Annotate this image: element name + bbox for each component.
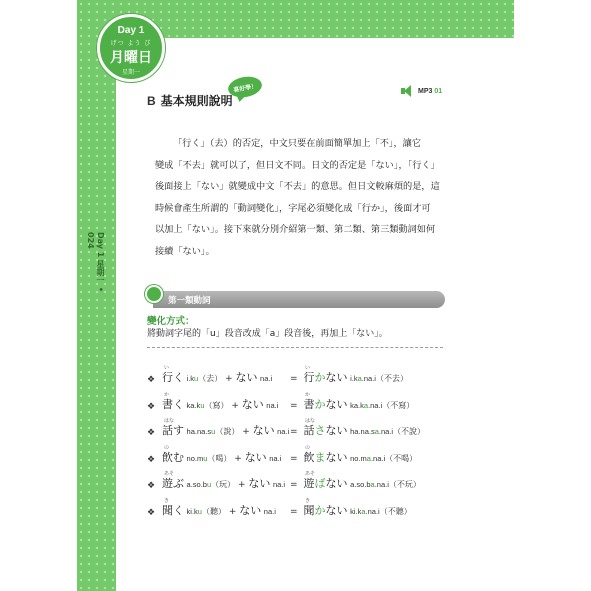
negative-romaji-rest: .na.i	[361, 374, 376, 383]
romaji: ka.k	[186, 400, 201, 410]
equals-sign: =	[290, 427, 298, 437]
meaning: （去）	[198, 374, 223, 383]
romaji: ha.na.s	[186, 427, 212, 436]
side-page-label-text: Day 1 星期一 • 024	[86, 232, 105, 293]
equals-sign: =	[290, 453, 298, 464]
negative-romaji: i.k	[350, 374, 358, 383]
plus-sign: +	[222, 374, 236, 384]
negative-change: か	[314, 371, 326, 384]
mp3-number: 01	[434, 87, 443, 95]
verb-dictionary-form	[162, 365, 272, 385]
negative-romaji: a.so.b	[350, 480, 371, 489]
bullet-icon: ❖	[147, 401, 156, 412]
furigana: の	[305, 444, 311, 451]
verb-line	[162, 372, 272, 385]
negative-romaji-change: a	[357, 374, 362, 383]
negative-stem: 遊	[303, 477, 315, 490]
verb-line	[162, 399, 278, 412]
plus-sign: +	[231, 453, 245, 464]
romaji: no.m	[186, 453, 204, 463]
paragraph-line: 時候會產生所謂的「動詞變化」，字尾必須變化成「行か」，後面才可	[155, 202, 431, 214]
paragraph-line: 以加上「ない」。接下來就分別介紹第一類、第二類、第三類動詞如何	[155, 224, 436, 236]
verb-dictionary-form	[162, 498, 276, 518]
furigana: はな	[305, 418, 316, 424]
negative-stem: 飲	[303, 450, 315, 464]
verb-negative-form	[290, 418, 425, 438]
verb-row	[147, 365, 467, 392]
negative-romaji-change: a	[374, 427, 379, 436]
category-label: 第一類動詞	[168, 296, 211, 306]
explanation-paragraph	[155, 133, 480, 263]
nai-romaji: na.i	[277, 427, 290, 436]
nai-kana: ない	[252, 424, 275, 437]
side-page-label	[82, 232, 110, 310]
negative-rest: ない	[325, 503, 348, 517]
romaji-ending: u	[197, 506, 202, 516]
day-ruby: げつ よう び	[110, 40, 152, 47]
negative-meaning: （不玩）	[388, 480, 421, 489]
meaning: （聽）	[201, 506, 226, 516]
negative-romaji: ha.na.s	[350, 427, 375, 436]
day-label: Day 1	[117, 25, 145, 36]
equals-sign: =	[290, 506, 298, 517]
romaji: i.k	[186, 374, 195, 383]
verb-row	[147, 498, 467, 525]
negative-romaji-change: a	[366, 453, 371, 463]
romaji-ending: u	[211, 427, 216, 436]
verb-dictionary-form	[162, 392, 278, 412]
method-title: 變化方式：	[147, 316, 195, 327]
negative-romaji-change: a	[363, 400, 369, 410]
nai-kana: ない	[241, 397, 264, 411]
paragraph-line: 接續「ない」。	[155, 245, 215, 257]
negative-romaji-change: a	[370, 480, 375, 489]
negative-meaning: （不去）	[375, 374, 408, 383]
negative-romaji: ki.k	[350, 506, 362, 516]
negative-meaning: （不聽）	[379, 506, 412, 516]
verb-row	[147, 471, 467, 498]
negative-romaji: no.m	[350, 453, 367, 463]
verb-negative-form	[290, 471, 421, 491]
verb-kanji: 遊ぶ	[162, 477, 184, 490]
plus-sign: +	[228, 400, 242, 411]
negative-rest: ない	[325, 450, 348, 464]
negative-meaning: （不說）	[393, 427, 426, 436]
paragraph-line: 後面接上「ない」就變成中文「不去」的意思。但日文較麻煩的是，這	[155, 181, 440, 193]
negative-romaji: ka.k	[350, 400, 364, 410]
negative-romaji-rest: .na.i	[365, 506, 380, 516]
bullet-icon: ❖	[147, 507, 156, 518]
plus-sign: +	[235, 480, 249, 490]
verb-kanji: 行く	[162, 371, 184, 384]
nai-kana: ない	[239, 503, 262, 517]
bullet-icon: ❖	[147, 454, 156, 465]
nai-kana: ない	[235, 371, 258, 384]
negative-line	[290, 372, 408, 385]
side-strip	[77, 38, 116, 591]
furigana: あそ	[305, 471, 316, 477]
equals-sign: =	[290, 480, 298, 490]
furigana: き	[305, 497, 311, 504]
furigana: はな	[164, 418, 175, 424]
verb-negative-form	[290, 445, 417, 465]
negative-romaji-rest: .na.i	[374, 480, 389, 489]
section-header	[147, 92, 233, 109]
nai-romaji: na.i	[272, 480, 286, 489]
negative-change: か	[314, 503, 326, 517]
meaning: （寫）	[204, 400, 229, 410]
negative-romaji-rest: .na.i	[368, 400, 383, 410]
meaning: （玩）	[211, 480, 236, 489]
section-title: 基本規則說明	[160, 94, 233, 108]
negative-line	[290, 425, 425, 438]
nai-kana: ない	[248, 477, 271, 490]
equals-sign: =	[290, 400, 298, 411]
bullet-icon: ❖	[147, 428, 156, 438]
verb-negative-form	[290, 392, 414, 412]
negative-rest: ない	[325, 397, 348, 411]
paragraph-line: 「行く」（去）的否定，中文只要在前面簡單加上「不」，讓它	[173, 138, 422, 149]
negative-romaji-change: a	[361, 506, 366, 516]
plus-sign: +	[239, 427, 253, 437]
negative-change: さ	[314, 424, 326, 437]
category-dot-icon	[145, 285, 163, 303]
nai-romaji: na.i	[260, 374, 273, 383]
day-kanji: 月曜日	[110, 50, 152, 66]
speech-bubble-text: 喜好學！	[232, 82, 258, 94]
negative-romaji-rest: .na.i	[370, 453, 386, 463]
verb-dictionary-form	[162, 418, 289, 438]
furigana: い	[305, 365, 311, 371]
furigana: の	[164, 444, 170, 451]
romaji: ki.k	[186, 506, 198, 516]
romaji-ending: u	[194, 374, 199, 383]
equals-sign: =	[290, 374, 298, 384]
verb-negative-form	[290, 365, 408, 385]
negative-line	[290, 452, 417, 465]
negative-line	[290, 478, 421, 491]
negative-line	[290, 399, 414, 412]
negative-rest: ない	[325, 477, 348, 490]
mp3-track[interactable]	[401, 85, 442, 97]
verb-line	[162, 452, 281, 465]
negative-rest: ない	[325, 424, 348, 437]
bullet-icon: ❖	[147, 375, 156, 385]
verb-kanji: 飲む	[162, 450, 184, 464]
verb-row	[147, 392, 467, 419]
verb-row	[147, 418, 467, 445]
verb-line	[162, 425, 289, 438]
negative-stem: 聞	[303, 503, 315, 517]
negative-change: か	[314, 397, 326, 411]
meaning: （說）	[215, 427, 240, 436]
day-badge	[97, 14, 165, 82]
romaji-ending: u	[200, 400, 205, 410]
verb-negative-form	[290, 498, 412, 518]
verb-row	[147, 445, 467, 472]
furigana: か	[305, 391, 311, 398]
mp3-label: MP3	[418, 87, 433, 95]
negative-stem: 話	[303, 424, 315, 437]
verb-dictionary-form	[162, 471, 285, 491]
negative-meaning: （不寫）	[382, 400, 415, 410]
verb-kanji: 聞く	[162, 503, 184, 517]
furigana: い	[164, 365, 170, 371]
method-text: 將動詞字尾的「u」段音改成「a」段音後，再加上「ない」。	[147, 329, 388, 339]
romaji: a.so.b	[186, 480, 207, 489]
bullet-icon: ❖	[147, 481, 156, 491]
day-subtitle: 星期一	[121, 69, 140, 76]
negative-stem: 書	[303, 397, 315, 411]
speaker-icon[interactable]	[401, 85, 415, 97]
nai-romaji: na.i	[269, 453, 282, 463]
negative-stem: 行	[303, 371, 315, 384]
verb-kanji: 話す	[162, 424, 184, 437]
romaji-ending: u	[203, 453, 208, 463]
negative-romaji-rest: .na.i	[378, 427, 394, 436]
verb-line	[162, 478, 285, 491]
negative-rest: ない	[325, 371, 348, 384]
negative-change: ま	[314, 450, 326, 464]
paragraph-line: 變成「不去」就可以了，但日文不同。日文的否定是「ない」，「行く」	[155, 159, 440, 171]
negative-meaning: （不喝）	[385, 453, 418, 463]
verb-list	[147, 365, 467, 524]
divider	[147, 347, 443, 348]
verb-dictionary-form	[162, 445, 281, 465]
plus-sign: +	[225, 506, 240, 517]
verb-kanji: 書く	[162, 397, 184, 411]
meaning: （喝）	[207, 453, 232, 463]
section-letter: B	[147, 93, 156, 108]
nai-kana: ない	[244, 450, 267, 464]
furigana: き	[164, 497, 170, 504]
negative-line	[290, 505, 412, 518]
negative-change: ば	[314, 477, 326, 490]
furigana: か	[164, 391, 170, 398]
romaji-ending: u	[206, 480, 212, 489]
verb-line	[162, 505, 276, 518]
furigana: あそ	[164, 471, 175, 477]
nai-romaji: na.i	[266, 400, 279, 410]
nai-romaji: na.i	[263, 506, 276, 516]
